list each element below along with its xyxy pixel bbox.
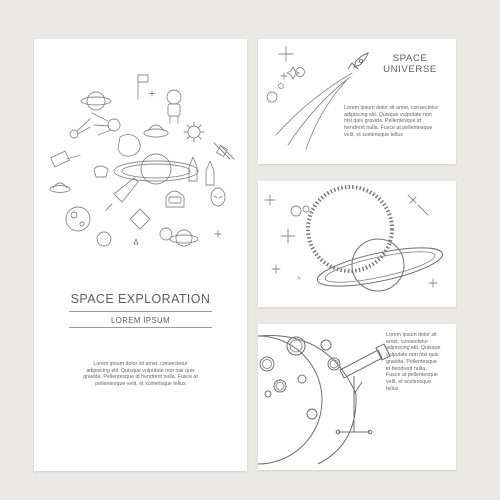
planet-icon (291, 206, 309, 216)
divider-bottom (69, 327, 212, 328)
telescope-icon (220, 145, 234, 159)
star-icon (134, 91, 221, 244)
asteroid-icon (118, 134, 140, 156)
card-title-line1: SPACE (392, 53, 428, 64)
space-station-icon (51, 151, 80, 167)
space-exploration-card (34, 39, 247, 471)
comet-icon (92, 113, 120, 135)
rocket-icon (348, 53, 368, 69)
saturn-icon (314, 239, 445, 294)
moon-telescope-card (258, 324, 456, 470)
subtitle: LOREM IPSUM (111, 316, 170, 325)
rocket-launch-icon (106, 178, 138, 210)
rocket-icon (189, 157, 214, 185)
saturn-icon (114, 154, 198, 184)
flag-icon (138, 75, 148, 99)
meteor-icon (70, 119, 90, 138)
card-body-text: Lorem ipsum dolor sit amet, consectetur adipiscing elit. Quisque vulputate non nisi quis gravida. Pellentesque id hendrerit nulla. Fusce at pellentesque velit, et scelerisque tellus (386, 332, 441, 392)
body-text: Lorem ipsum dolor sit amet, consectetur adipiscing elit. Quisque vulputate non nisi quis gravida. Pellentesque id hendrerit nulla. Fusce at pellentesque velit, et scelerisque tellus (83, 361, 198, 388)
satellite-icon (214, 143, 230, 159)
shuttle-icon (94, 166, 108, 177)
ufo-icon (144, 125, 168, 137)
satellite-icon (408, 195, 428, 215)
moon-icon (66, 207, 90, 231)
astronaut-icon (167, 90, 181, 123)
planet-icon (81, 92, 111, 110)
card-title-line2: UNIVERSE (383, 64, 437, 75)
saturn-illustration (258, 181, 456, 307)
rocket-trail (276, 73, 352, 149)
lander-icon (130, 209, 150, 229)
page-title: SPACE EXPLORATION (70, 292, 211, 306)
saturn-card (258, 181, 456, 307)
ufo-small-icon (50, 183, 70, 193)
telescope-icon (336, 344, 390, 434)
sun-icon (184, 122, 204, 142)
small-planet-icon (97, 228, 198, 246)
card-title (370, 53, 450, 75)
moon-icon (258, 335, 356, 464)
card-body-text: Lorem ipsum dolor sit amet, consectetur adipiscing elit. Quisque vulputate non nisi quis gravida. Pellentesque id hendrerit nulla. Fusce at pellentesque velit, et scelerisque tellus (344, 105, 439, 138)
helmet-icon (166, 191, 184, 207)
space-icons-circle-illustration (34, 39, 247, 289)
divider-top (69, 311, 212, 312)
star-icon (279, 47, 293, 79)
alien-icon (211, 188, 225, 206)
space-universe-card (258, 39, 456, 164)
dotted-orbit (308, 187, 392, 271)
